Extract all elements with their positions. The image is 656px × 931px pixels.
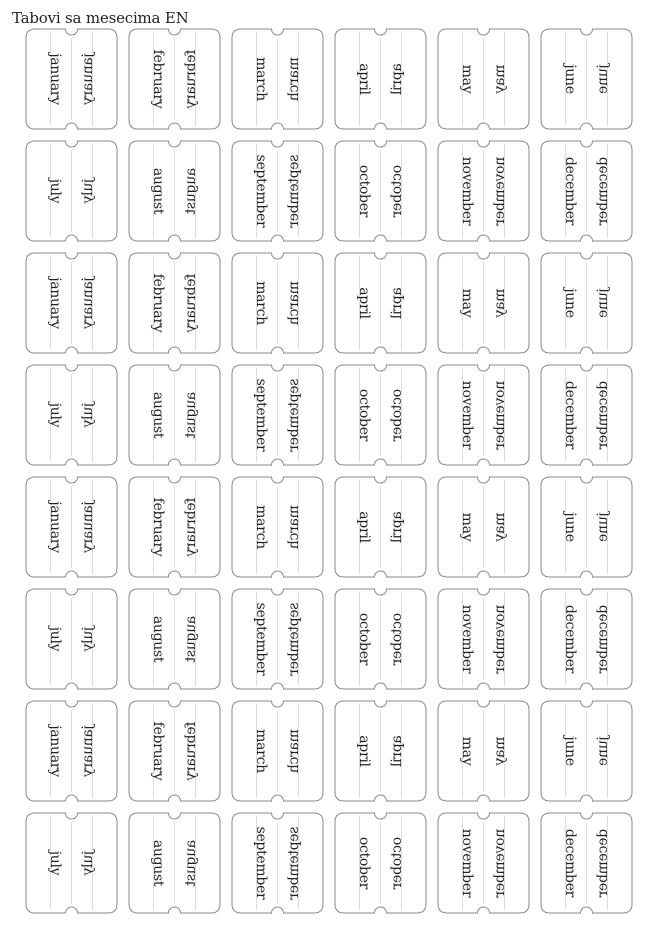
tab-outline bbox=[232, 253, 323, 353]
tab-row bbox=[26, 701, 632, 802]
month-tab bbox=[438, 589, 529, 689]
month-label-mirrored: september bbox=[285, 154, 302, 228]
month-tab bbox=[232, 477, 323, 577]
month-label-mirrored: april bbox=[388, 287, 405, 319]
month-label-mirrored: august bbox=[182, 615, 199, 663]
month-label: march bbox=[253, 57, 270, 101]
tab-outline bbox=[335, 589, 426, 689]
month-label-mirrored: october bbox=[388, 388, 405, 442]
month-tab bbox=[335, 813, 426, 913]
month-label: june bbox=[562, 288, 579, 318]
month-label-mirrored: august bbox=[182, 391, 199, 439]
month-label: july bbox=[47, 850, 64, 876]
month-label: april bbox=[356, 63, 373, 95]
tab-outline bbox=[335, 365, 426, 465]
month-tab bbox=[335, 365, 426, 465]
month-label-mirrored: january bbox=[79, 277, 96, 329]
tab-outline bbox=[541, 253, 632, 353]
month-tab bbox=[438, 701, 529, 801]
month-label: may bbox=[459, 512, 476, 542]
tab-outline bbox=[438, 29, 529, 129]
month-tab bbox=[438, 141, 529, 241]
month-label: may bbox=[459, 736, 476, 766]
month-label: june bbox=[562, 512, 579, 542]
month-label: october bbox=[356, 612, 373, 666]
month-label-mirrored: february bbox=[182, 497, 199, 557]
tab-grid bbox=[26, 29, 632, 914]
tab-row bbox=[26, 589, 632, 690]
month-tab bbox=[335, 477, 426, 577]
tab-outline bbox=[129, 477, 220, 577]
month-label: february bbox=[150, 497, 167, 557]
month-label-mirrored: march bbox=[285, 729, 302, 773]
month-tab bbox=[232, 29, 323, 129]
tab-row bbox=[26, 29, 632, 130]
tab-outline bbox=[438, 477, 529, 577]
month-tab bbox=[541, 813, 632, 913]
month-label-mirrored: december bbox=[594, 156, 611, 226]
tab-outline bbox=[541, 589, 632, 689]
month-label-mirrored: august bbox=[182, 839, 199, 887]
month-tab bbox=[26, 141, 117, 241]
month-tab bbox=[232, 365, 323, 465]
tab-outline bbox=[129, 813, 220, 913]
month-tab bbox=[26, 253, 117, 353]
tab-outline bbox=[438, 813, 529, 913]
month-label: july bbox=[47, 626, 64, 652]
tab-outline bbox=[335, 141, 426, 241]
month-tab bbox=[129, 701, 220, 801]
tab-outline bbox=[129, 701, 220, 801]
month-label: august bbox=[150, 167, 167, 215]
month-label: november bbox=[459, 156, 476, 226]
month-label-mirrored: april bbox=[388, 63, 405, 95]
month-label-mirrored: may bbox=[491, 512, 508, 542]
tab-outline bbox=[232, 477, 323, 577]
month-label: august bbox=[150, 839, 167, 887]
month-tab bbox=[438, 477, 529, 577]
month-tab bbox=[541, 701, 632, 801]
month-tab bbox=[335, 701, 426, 801]
month-tab bbox=[26, 477, 117, 577]
month-tab bbox=[541, 477, 632, 577]
month-tab bbox=[541, 589, 632, 689]
tab-outline bbox=[129, 141, 220, 241]
month-label-mirrored: december bbox=[594, 380, 611, 450]
month-label-mirrored: october bbox=[388, 164, 405, 218]
month-label-mirrored: july bbox=[79, 178, 96, 204]
month-label: february bbox=[150, 273, 167, 333]
month-tab bbox=[26, 813, 117, 913]
month-label: august bbox=[150, 615, 167, 663]
month-label: may bbox=[459, 64, 476, 94]
month-label-mirrored: march bbox=[285, 57, 302, 101]
tab-outline bbox=[541, 365, 632, 465]
tab-row bbox=[26, 813, 632, 914]
month-label-mirrored: march bbox=[285, 281, 302, 325]
tab-outline bbox=[438, 141, 529, 241]
month-tab bbox=[541, 29, 632, 129]
month-label: december bbox=[562, 380, 579, 450]
month-label: december bbox=[562, 604, 579, 674]
month-tab bbox=[26, 365, 117, 465]
month-label-mirrored: june bbox=[594, 64, 611, 94]
tab-outline bbox=[26, 701, 117, 801]
month-tab bbox=[335, 253, 426, 353]
month-tab bbox=[26, 589, 117, 689]
month-label: september bbox=[253, 826, 270, 900]
month-label-mirrored: may bbox=[491, 736, 508, 766]
month-label: december bbox=[562, 828, 579, 898]
month-label-mirrored: september bbox=[285, 378, 302, 452]
month-label-mirrored: june bbox=[594, 512, 611, 542]
month-label: july bbox=[47, 178, 64, 204]
month-label: september bbox=[253, 154, 270, 228]
month-label: november bbox=[459, 828, 476, 898]
tab-outline bbox=[541, 141, 632, 241]
month-label: october bbox=[356, 164, 373, 218]
month-label-mirrored: june bbox=[594, 736, 611, 766]
month-tab bbox=[541, 141, 632, 241]
month-tab bbox=[438, 253, 529, 353]
month-label-mirrored: november bbox=[491, 604, 508, 674]
month-tab bbox=[541, 365, 632, 465]
tab-outline bbox=[129, 589, 220, 689]
tab-outline bbox=[335, 29, 426, 129]
month-label: january bbox=[47, 725, 64, 777]
tab-outline bbox=[26, 253, 117, 353]
tab-row bbox=[26, 253, 632, 354]
month-tab bbox=[232, 701, 323, 801]
tab-outline bbox=[438, 589, 529, 689]
month-label-mirrored: september bbox=[285, 602, 302, 676]
month-label: november bbox=[459, 380, 476, 450]
month-label: february bbox=[150, 49, 167, 109]
tab-outline bbox=[26, 477, 117, 577]
tab-outline bbox=[438, 365, 529, 465]
month-label: november bbox=[459, 604, 476, 674]
month-label: september bbox=[253, 378, 270, 452]
month-label: september bbox=[253, 602, 270, 676]
month-tab bbox=[438, 29, 529, 129]
month-label: december bbox=[562, 156, 579, 226]
month-tab bbox=[129, 253, 220, 353]
tab-row bbox=[26, 365, 632, 466]
month-tab bbox=[438, 813, 529, 913]
month-label-mirrored: march bbox=[285, 505, 302, 549]
month-label-mirrored: december bbox=[594, 604, 611, 674]
month-label-mirrored: may bbox=[491, 288, 508, 318]
month-tab bbox=[232, 141, 323, 241]
tab-outline bbox=[541, 477, 632, 577]
month-tab bbox=[335, 141, 426, 241]
month-label-mirrored: february bbox=[182, 49, 199, 109]
month-label-mirrored: april bbox=[388, 511, 405, 543]
month-label: january bbox=[47, 501, 64, 553]
month-tab bbox=[335, 29, 426, 129]
month-label-mirrored: july bbox=[79, 402, 96, 428]
month-label: april bbox=[356, 511, 373, 543]
tab-outline bbox=[438, 701, 529, 801]
month-label-mirrored: february bbox=[182, 721, 199, 781]
month-label-mirrored: november bbox=[491, 156, 508, 226]
month-label-mirrored: january bbox=[79, 501, 96, 553]
tab-outline bbox=[335, 813, 426, 913]
month-label-mirrored: december bbox=[594, 828, 611, 898]
month-tab bbox=[129, 813, 220, 913]
month-label-mirrored: november bbox=[491, 380, 508, 450]
tab-outline bbox=[335, 477, 426, 577]
month-tab bbox=[26, 701, 117, 801]
month-tab bbox=[232, 253, 323, 353]
tab-outline bbox=[541, 29, 632, 129]
month-label: october bbox=[356, 836, 373, 890]
tab-outline bbox=[232, 365, 323, 465]
month-label-mirrored: january bbox=[79, 53, 96, 105]
month-label-mirrored: april bbox=[388, 735, 405, 767]
month-tab bbox=[129, 141, 220, 241]
month-label: june bbox=[562, 64, 579, 94]
month-label-mirrored: september bbox=[285, 826, 302, 900]
month-label: october bbox=[356, 388, 373, 442]
tab-outline bbox=[232, 813, 323, 913]
tab-outline bbox=[26, 141, 117, 241]
tab-outline bbox=[26, 589, 117, 689]
tab-outline bbox=[26, 813, 117, 913]
month-label: march bbox=[253, 729, 270, 773]
tab-outline bbox=[541, 813, 632, 913]
month-label-mirrored: january bbox=[79, 725, 96, 777]
month-label: february bbox=[150, 721, 167, 781]
tab-row bbox=[26, 141, 632, 242]
month-label-mirrored: october bbox=[388, 836, 405, 890]
month-label-mirrored: may bbox=[491, 64, 508, 94]
tab-outline bbox=[26, 29, 117, 129]
month-label: january bbox=[47, 277, 64, 329]
month-label-mirrored: november bbox=[491, 828, 508, 898]
month-tab bbox=[541, 253, 632, 353]
month-tab bbox=[232, 813, 323, 913]
tab-outline bbox=[232, 29, 323, 129]
month-label-mirrored: october bbox=[388, 612, 405, 666]
month-tab bbox=[232, 589, 323, 689]
month-label: april bbox=[356, 735, 373, 767]
month-tab bbox=[129, 589, 220, 689]
month-label-mirrored: july bbox=[79, 850, 96, 876]
month-tab bbox=[129, 29, 220, 129]
month-label-mirrored: august bbox=[182, 167, 199, 215]
tab-outline bbox=[232, 701, 323, 801]
month-tab bbox=[26, 29, 117, 129]
tab-outline bbox=[232, 589, 323, 689]
month-label-mirrored: february bbox=[182, 273, 199, 333]
tab-outline bbox=[129, 365, 220, 465]
month-label: july bbox=[47, 402, 64, 428]
month-tab bbox=[129, 365, 220, 465]
tab-outline bbox=[129, 253, 220, 353]
month-label: may bbox=[459, 288, 476, 318]
month-tab bbox=[129, 477, 220, 577]
month-label: june bbox=[562, 736, 579, 766]
tab-outline bbox=[438, 253, 529, 353]
tab-outline bbox=[541, 701, 632, 801]
month-label-mirrored: july bbox=[79, 626, 96, 652]
month-tab bbox=[438, 365, 529, 465]
tab-row bbox=[26, 477, 632, 578]
tab-outline bbox=[232, 141, 323, 241]
month-label: march bbox=[253, 281, 270, 325]
month-label: march bbox=[253, 505, 270, 549]
tab-outline bbox=[26, 365, 117, 465]
month-label: august bbox=[150, 391, 167, 439]
month-label: january bbox=[47, 53, 64, 105]
month-label-mirrored: june bbox=[594, 288, 611, 318]
month-tab bbox=[335, 589, 426, 689]
month-label: april bbox=[356, 287, 373, 319]
tab-outline bbox=[335, 701, 426, 801]
tab-outline bbox=[129, 29, 220, 129]
page-title: Tabovi sa mesecima EN bbox=[12, 9, 189, 27]
tab-outline bbox=[335, 253, 426, 353]
